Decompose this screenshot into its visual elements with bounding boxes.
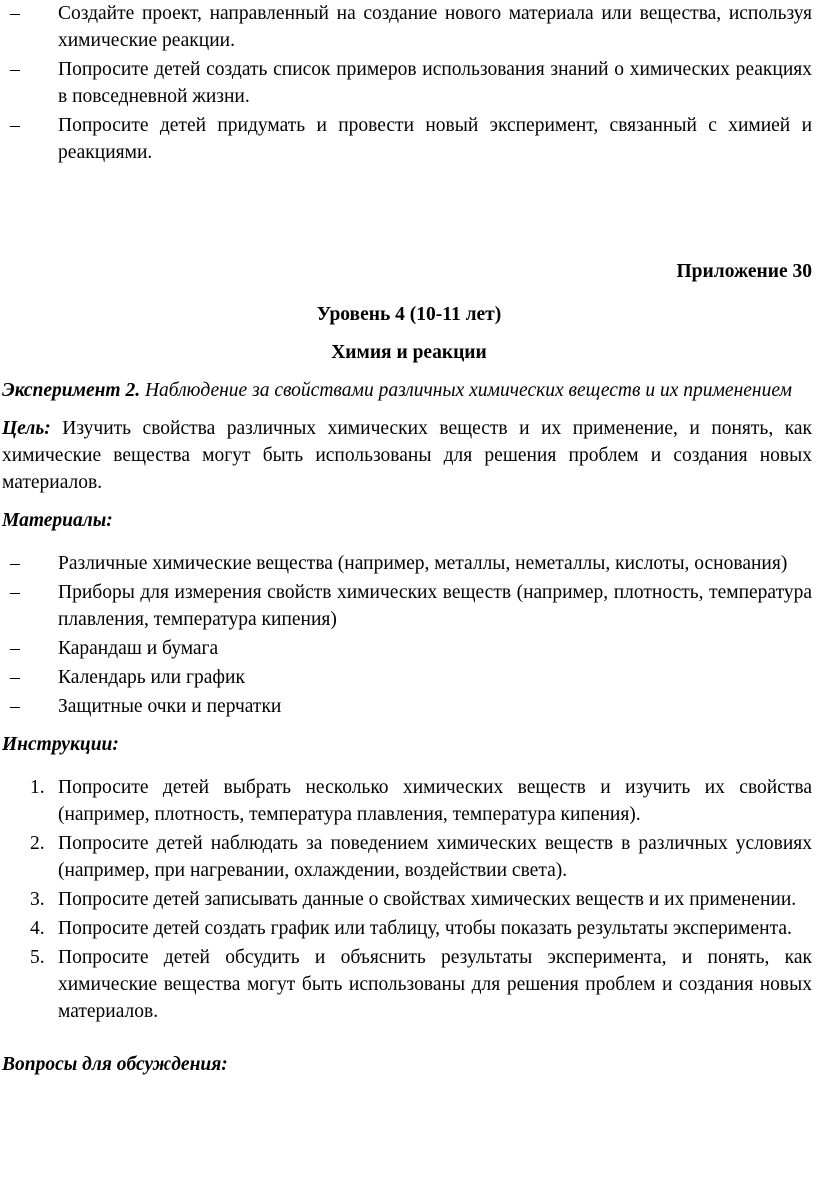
dash-marker: – xyxy=(10,115,20,136)
item-number: 2. xyxy=(30,833,45,854)
instructions-list xyxy=(2,774,816,1025)
item-number: 4. xyxy=(30,918,45,939)
experiment-text: Наблюдение за свойствами различных химических веществ и их применением xyxy=(144,380,792,401)
dash-marker: – xyxy=(10,582,20,603)
list-item: 4. Попросите детей создать график или таблицу, чтобы показать результаты эксперимента. xyxy=(2,915,816,942)
experiment-label: Эксперимент 2. xyxy=(2,380,141,401)
level-heading: Уровень 4 (10-11 лет) xyxy=(316,304,502,325)
list-item: – Создайте проект, направленный на создание нового материала или вещества, используя химические реакции. xyxy=(2,0,816,54)
dash-marker: – xyxy=(10,59,20,80)
item-number: 5. xyxy=(30,947,45,968)
top-task-list xyxy=(2,0,816,166)
instructions-heading: Инструкции: xyxy=(2,734,119,755)
dash-marker: – xyxy=(10,638,20,659)
item-number: 1. xyxy=(30,777,45,798)
goal-paragraph xyxy=(2,415,816,496)
list-item: 5. Попросите детей обсудить и объяснить результаты эксперимента, и понять, как химические вещества могут быть использованы для решения проблем и создания новых материалов. xyxy=(2,944,816,1025)
experiment-title xyxy=(2,377,816,404)
goal-label: Цель: xyxy=(2,418,51,439)
list-item: – Календарь или график xyxy=(2,664,816,691)
discussion-heading: Вопросы для обсуждения: xyxy=(2,1054,228,1075)
list-item: – Различные химические вещества (например, металлы, неметаллы, кислоты, основания) xyxy=(2,550,816,577)
list-item: 3. Попросите детей записывать данные о свойствах химических веществ и их применении. xyxy=(2,886,816,913)
list-item: – Защитные очки и перчатки xyxy=(2,693,816,720)
list-item: – Приборы для измерения свойств химических веществ (например, плотность, температура плавления, температура кипения) xyxy=(2,579,816,633)
goal-text: Изучить свойства различных химических веществ и их применение, и понять, как химические вещества могут быть использованы для решения проблем и создания новых материалов. xyxy=(2,418,813,493)
list-item: 1. Попросите детей выбрать несколько химических веществ и изучить их свойства (например, плотность, температура плавления, температура кипения). xyxy=(2,774,816,828)
materials-list xyxy=(2,550,816,720)
item-number: 3. xyxy=(30,889,45,910)
materials-heading: Материалы: xyxy=(2,510,113,531)
list-item: – Карандаш и бумага xyxy=(2,635,816,662)
topic-heading: Химия и реакции xyxy=(331,342,487,363)
list-item: – Попросите детей создать список примеров использования знаний о химических реакциях в повседневной жизни. xyxy=(2,56,816,110)
dash-marker: – xyxy=(10,3,20,24)
list-item: – Попросите детей придумать и провести новый эксперимент, связанный с химией и реакциями. xyxy=(2,112,816,166)
appendix-label: Приложение 30 xyxy=(676,261,812,282)
dash-marker: – xyxy=(10,696,20,717)
dash-marker: – xyxy=(10,553,20,574)
list-item: 2. Попросите детей наблюдать за поведением химических веществ в различных условиях (например, при нагревании, охлаждении, воздействии света). xyxy=(2,830,816,884)
dash-marker: – xyxy=(10,667,20,688)
